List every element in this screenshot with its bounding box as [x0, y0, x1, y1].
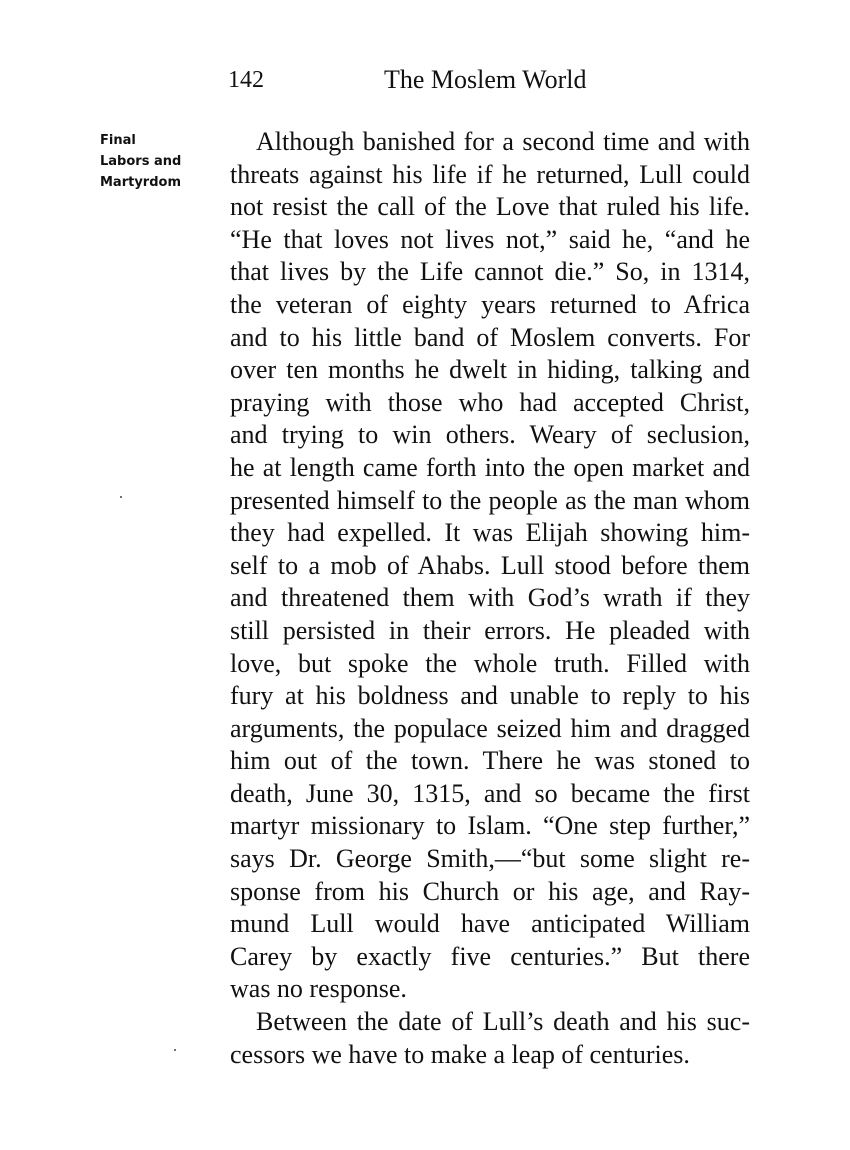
text-line: and to his little band of Moslem converts. For — [230, 322, 750, 352]
paragraph — [230, 1006, 750, 1071]
text-line: Although banished for a second time and with — [256, 127, 750, 156]
text-line: and trying to win others. Weary of seclusion, — [230, 420, 750, 450]
text-line: self to a mob of Ahabs. Lull stood before them — [230, 550, 750, 580]
text-line: not resist the call of the Love that ruled his life. — [230, 192, 750, 222]
sidenote-line: Labors and — [100, 154, 182, 169]
text-line: that lives by the Life cannot die.” So, in 1314, — [230, 257, 750, 287]
text-line: fury at his boldness and unable to reply to his — [230, 681, 750, 711]
text-line: presented himself to the people as the man whom — [230, 485, 750, 515]
stray-mark — [174, 1049, 176, 1051]
sidenote-line: Martyrdom — [100, 175, 182, 190]
text-line: threats against his life if he returned, Lull could — [230, 159, 750, 189]
text-line: the veteran of eighty years returned to Africa — [230, 289, 750, 319]
body-text — [230, 126, 750, 1071]
text-line: sponse from his Church or his age, and Ray- — [230, 876, 750, 906]
text-line: over ten months he dwelt in hiding, talking and — [230, 355, 750, 385]
text-line: they had expelled. It was Elijah showing him- — [230, 518, 750, 548]
text-line: mund Lull would have anticipated William — [230, 909, 750, 939]
text-line: death, June 30, 1315, and so became the first — [230, 778, 750, 808]
paragraph — [230, 126, 750, 1006]
text-line: “He that loves not lives not,” said he, “and he — [230, 224, 750, 254]
running-title: The Moslem World — [384, 65, 587, 94]
text-line: says Dr. George Smith,—“but some slight re- — [230, 844, 750, 874]
stray-mark — [120, 496, 122, 498]
text-line: martyr missionary to Islam. “One step further,” — [230, 811, 750, 841]
text-line: and threatened them with God’s wrath if they — [230, 583, 750, 613]
text-line: love, but spoke the whole truth. Filled with — [230, 648, 750, 678]
text-line: praying with those who had accepted Christ, — [230, 387, 750, 417]
text-line: Between the date of Lull’s death and his suc- — [256, 1007, 750, 1037]
text-line: was no response. — [230, 974, 407, 1004]
text-line: he at length came forth into the open market and — [230, 452, 750, 482]
page-number: 142 — [228, 67, 264, 93]
margin-sidenote — [100, 130, 220, 193]
text-line: Carey by exactly five centuries.” But there — [230, 941, 750, 971]
text-line: still persisted in their errors. He pleaded with — [230, 615, 750, 645]
text-line: arguments, the populace seized him and dragged — [230, 713, 750, 743]
running-head — [228, 62, 758, 98]
sidenote-line: Final — [100, 133, 136, 148]
text-line: him out of the town. There he was stoned to — [230, 746, 750, 776]
text-line: cessors we have to make a leap of centuries. — [230, 1039, 690, 1069]
